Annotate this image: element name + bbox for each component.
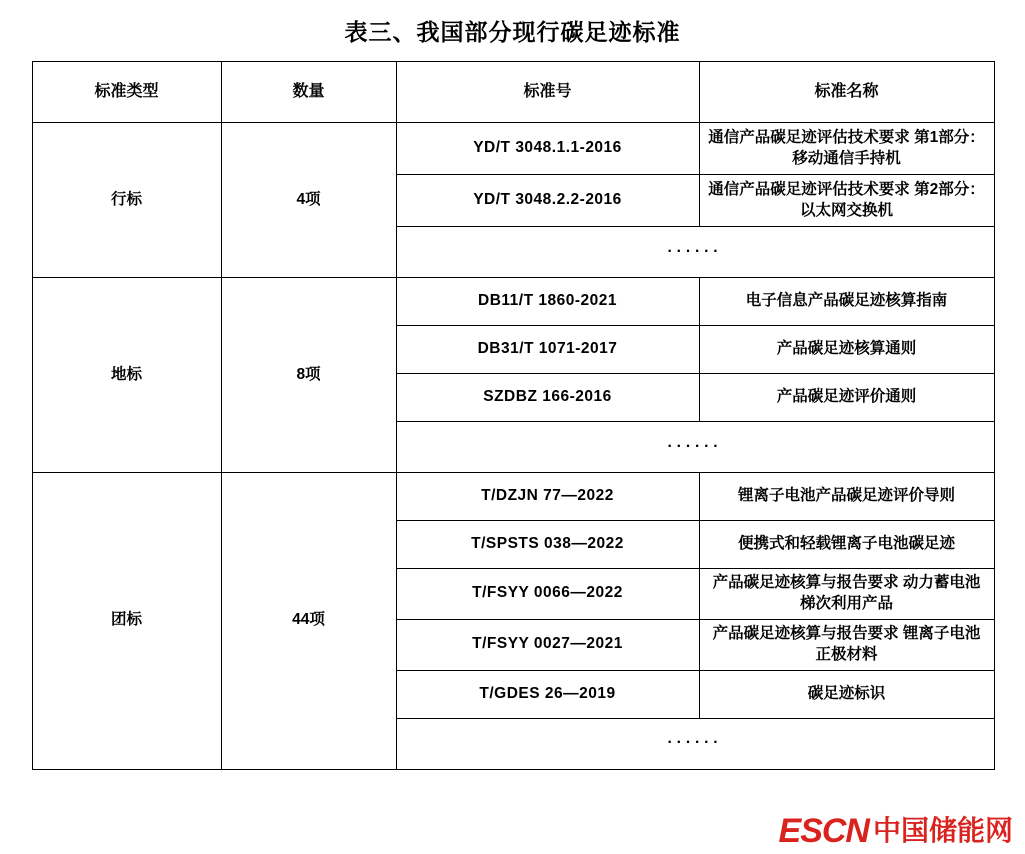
standard-code: SZDBZ 166-2016 xyxy=(396,374,699,422)
standard-name: 电子信息产品碳足迹核算指南 xyxy=(699,278,994,326)
group-count-hangbiao: 4项 xyxy=(221,123,396,278)
standard-code: DB11/T 1860-2021 xyxy=(396,278,699,326)
standard-code: T/GDES 26—2019 xyxy=(396,670,699,718)
table-header-row xyxy=(32,62,994,123)
standard-code: T/SPSTS 038—2022 xyxy=(396,521,699,569)
standard-name: 产品碳足迹核算通则 xyxy=(699,326,994,374)
standard-name: 碳足迹标识 xyxy=(699,670,994,718)
standard-code: YD/T 3048.2.2-2016 xyxy=(396,175,699,227)
ellipsis-marker: ······ xyxy=(396,718,994,769)
standard-name: 通信产品碳足迹评估技术要求 第1部分：移动通信手持机 xyxy=(699,123,994,175)
standard-code: T/FSYY 0027—2021 xyxy=(396,619,699,670)
standard-name: 锂离子电池产品碳足迹评价导则 xyxy=(699,473,994,521)
column-header-standard-name: 标准名称 xyxy=(699,62,994,123)
ellipsis-marker: ······ xyxy=(396,422,994,473)
watermark-brand-cn: 中国储能网 xyxy=(872,815,1013,846)
table-row xyxy=(32,473,994,521)
standards-table xyxy=(32,61,995,770)
standard-name: 产品碳足迹评价通则 xyxy=(699,374,994,422)
standards-table-container xyxy=(32,61,994,770)
group-count-tuanbiao: 44项 xyxy=(221,473,396,770)
standard-code: DB31/T 1071-2017 xyxy=(396,326,699,374)
standard-name: 产品碳足迹核算与报告要求 锂离子电池正极材料 xyxy=(699,619,994,670)
table-row xyxy=(32,123,994,175)
column-header-category: 标准类型 xyxy=(32,62,221,123)
group-category-hangbiao: 行标 xyxy=(32,123,221,278)
column-header-count: 数量 xyxy=(221,62,396,123)
standard-code: T/FSYY 0066—2022 xyxy=(396,569,699,620)
standard-code: T/DZJN 77—2022 xyxy=(396,473,699,521)
group-count-dibiao: 8项 xyxy=(221,278,396,473)
group-category-tuanbiao: 团标 xyxy=(32,473,221,770)
standard-name: 通信产品碳足迹评估技术要求 第2部分：以太网交换机 xyxy=(699,175,994,227)
watermark-brand-latin: ESCN xyxy=(778,812,869,850)
standard-name: 产品碳足迹核算与报告要求 动力蓄电池梯次利用产品 xyxy=(699,569,994,620)
standard-name: 便携式和轻载锂离子电池碳足迹 xyxy=(699,521,994,569)
watermark-logo xyxy=(779,814,1013,848)
table-row xyxy=(32,278,994,326)
ellipsis-marker: ······ xyxy=(396,227,994,278)
standard-code: YD/T 3048.1.1-2016 xyxy=(396,123,699,175)
column-header-standard-number: 标准号 xyxy=(396,62,699,123)
group-category-dibiao: 地标 xyxy=(32,278,221,473)
table-header xyxy=(32,62,994,123)
page-title: 表三、我国部分现行碳足迹标准 xyxy=(344,20,681,45)
table-body xyxy=(32,123,994,770)
